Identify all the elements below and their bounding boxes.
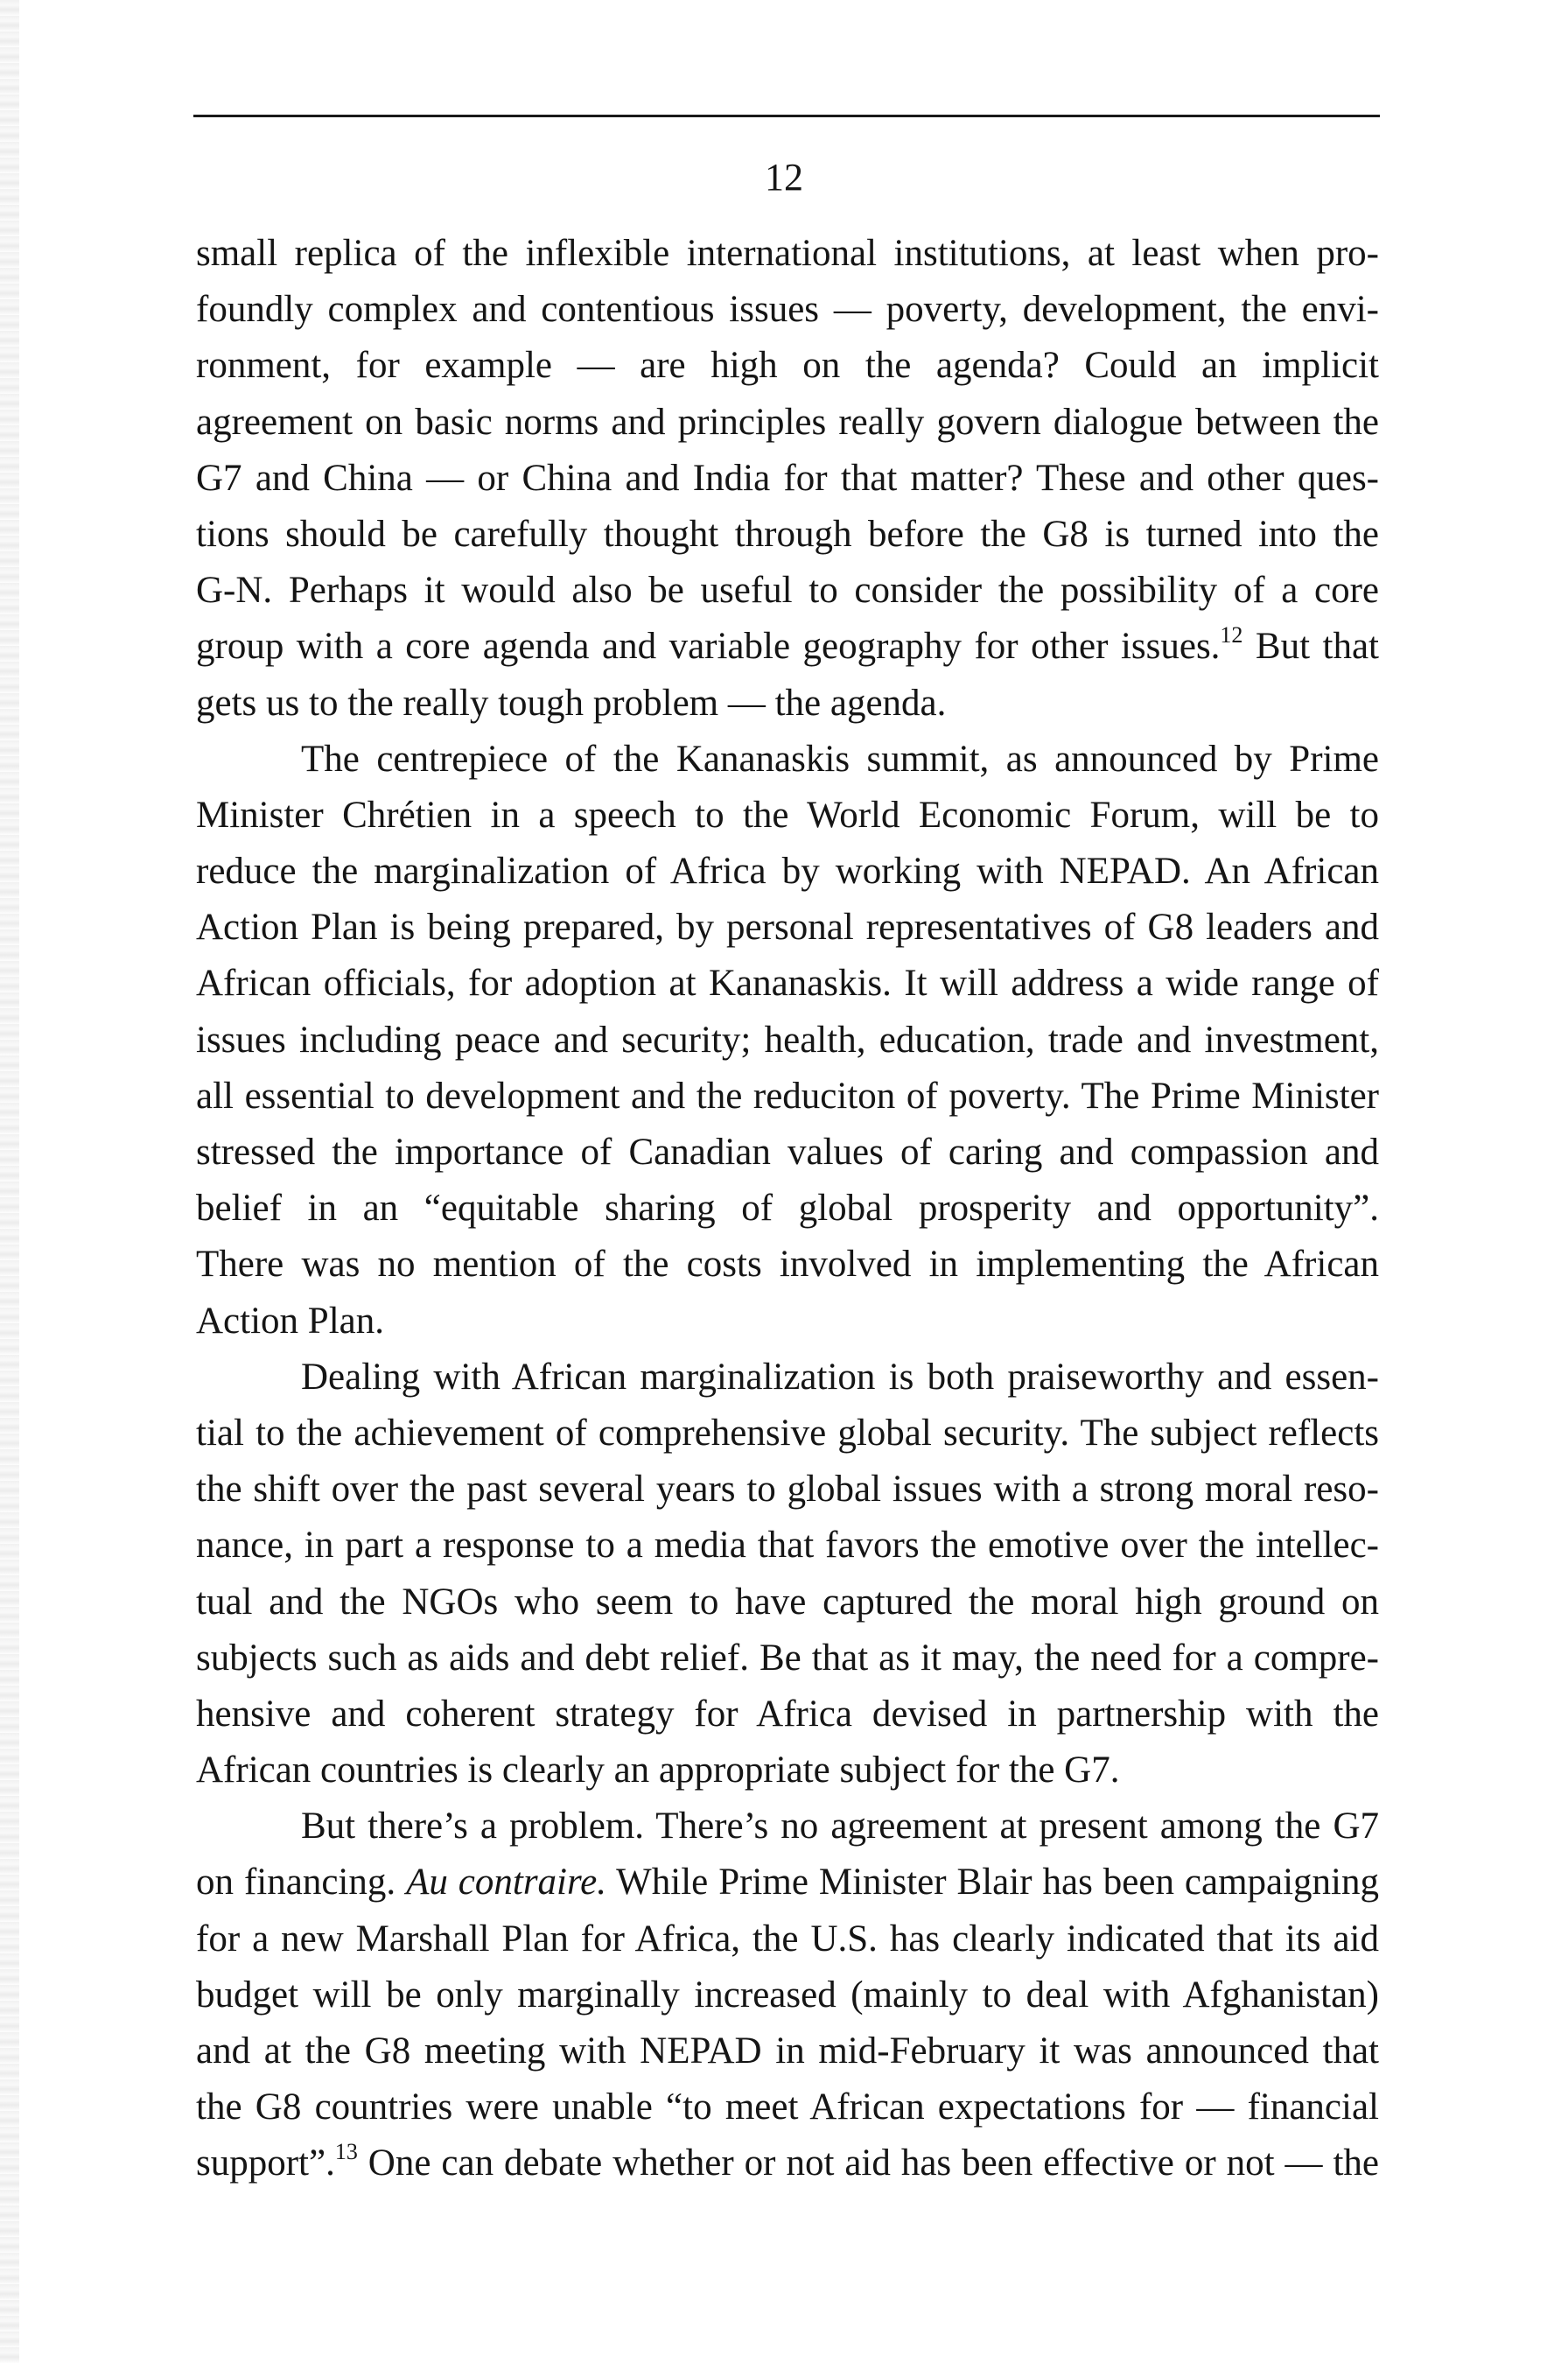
line-text: for a new Marshall Plan for Africa, the U.S. has clearly indicated that its aid: [196, 1918, 1379, 1960]
line-text: budget will be only marginally increased (mainly to deal with Afghanistan): [196, 1974, 1379, 2016]
body-text: [196, 226, 1379, 2192]
text-line: [196, 1462, 1379, 1518]
italic-phrase: Au contraire.: [406, 1862, 606, 1904]
line-text: nance, in part a response to a media that favors the emotive over the intellec-: [196, 1525, 1379, 1567]
text-line: [196, 1967, 1379, 2023]
text-line: [196, 1574, 1379, 1630]
text-line: [196, 2023, 1379, 2079]
text-line: [196, 1350, 1379, 1406]
text-line: [196, 2135, 1379, 2191]
text-line: [196, 1686, 1379, 1742]
text-line: [196, 395, 1379, 451]
text-line: [196, 1630, 1379, 1686]
line-text: small replica of the inflexible international institutions, at least when pro-: [196, 233, 1379, 274]
line-continuation: But that: [1242, 626, 1379, 668]
line-text: issues including peace and security; health, education, trade and investment,: [196, 1019, 1379, 1061]
line-text: While Prime Minister Blair has been campaigning: [606, 1862, 1380, 1904]
line-text: Action Plan is being prepared, by personal representatives of G8 leaders and: [196, 907, 1379, 949]
line-text: tions should be carefully thought through before the G8 is turned into the: [196, 513, 1379, 555]
scan-binding-edge: [0, 0, 19, 2363]
text-line: [196, 676, 1379, 732]
text-line: [196, 1294, 1379, 1350]
text-line: [196, 563, 1379, 619]
line-text: ronment, for example — are high on the agenda? Could an implicit: [196, 345, 1379, 387]
text-line: [196, 1069, 1379, 1125]
text-line: [196, 732, 1379, 788]
line-text: G7 and China — or China and India for that matter? These and other ques-: [196, 457, 1379, 499]
footnote-marker: 12: [1220, 622, 1243, 649]
text-line: [196, 956, 1379, 1012]
line-continuation: One can debate whether or not aid has been effective or not — the: [357, 2142, 1379, 2184]
line-text: G-N. Perhaps it would also be useful to consider the possibility of a core: [196, 570, 1379, 612]
text-line: [196, 2079, 1379, 2135]
line-prefix: on financing.: [196, 1862, 407, 1904]
line-text: all essential to development and the reduciton of poverty. The Prime Minister: [196, 1075, 1379, 1117]
text-line: [196, 507, 1379, 563]
line-text: subjects such as aids and debt relief. Be that as it may, the need for a compre-: [196, 1637, 1379, 1679]
text-line: [196, 1855, 1379, 1911]
line-text: African countries is clearly an appropriate subject for the G7.: [196, 1749, 1120, 1792]
line-text: Action Plan.: [196, 1300, 384, 1342]
line-text: the G8 countries were unable “to meet African expectations for — financial: [196, 2086, 1379, 2128]
page-number: 12: [765, 156, 803, 199]
line-text: Dealing with African marginalization is both praiseworthy and essen-: [301, 1356, 1379, 1398]
text-line: [196, 619, 1379, 675]
text-line: [196, 1013, 1379, 1069]
header-rule: [193, 115, 1380, 117]
text-line: [196, 1181, 1379, 1237]
line-text: stressed the importance of Canadian values of caring and compassion and: [196, 1132, 1379, 1173]
line-text: tual and the NGOs who seem to have captured the moral high ground on: [196, 1581, 1379, 1623]
footnote-marker: 13: [334, 2139, 358, 2165]
line-text: and at the G8 meeting with NEPAD in mid-February it was announced that: [196, 2030, 1379, 2072]
line-text: agreement on basic norms and principles really govern dialogue between the: [196, 401, 1379, 443]
text-line: [196, 1799, 1379, 1855]
line-text: Minister Chrétien in a speech to the World Economic Forum, will be to: [196, 794, 1379, 836]
text-line: [196, 1518, 1379, 1574]
line-text: tial to the achievement of comprehensive global security. The subject reflects: [196, 1412, 1379, 1454]
text-line: [196, 1125, 1379, 1181]
line-text: African officials, for adoption at Kananaskis. It will address a wide range of: [196, 963, 1379, 1005]
text-line: [196, 1742, 1379, 1799]
text-line: [196, 338, 1379, 394]
text-line: [196, 1911, 1379, 1967]
line-text: belief in an “equitable sharing of global prosperity and opportunity”.: [196, 1188, 1379, 1230]
line-text: support”.: [196, 2142, 335, 2184]
line-text: hensive and coherent strategy for Africa devised in partnership with the: [196, 1693, 1379, 1735]
line-text: group with a core agenda and variable geography for other issues.: [196, 626, 1221, 668]
text-line: [196, 282, 1379, 338]
line-text: The centrepiece of the Kananaskis summit, as announced by Prime: [301, 738, 1379, 780]
line-text: the shift over the past several years to global issues with a strong moral reso-: [196, 1469, 1379, 1511]
text-line: [196, 900, 1379, 956]
text-line: [196, 226, 1379, 282]
text-line: [196, 1406, 1379, 1462]
text-line: [196, 451, 1379, 507]
line-text: There was no mention of the costs involved in implementing the African: [196, 1244, 1379, 1286]
line-text: foundly complex and contentious issues — poverty, development, the envi-: [196, 289, 1379, 331]
text-line: [196, 788, 1379, 844]
line-text: But there’s a problem. There’s no agreement at present among the G7: [301, 1806, 1379, 1848]
text-line: [196, 1237, 1379, 1293]
line-text: gets us to the really tough problem — the agenda.: [196, 682, 947, 724]
text-line: [196, 844, 1379, 900]
line-text: reduce the marginalization of Africa by working with NEPAD. An African: [196, 851, 1379, 893]
